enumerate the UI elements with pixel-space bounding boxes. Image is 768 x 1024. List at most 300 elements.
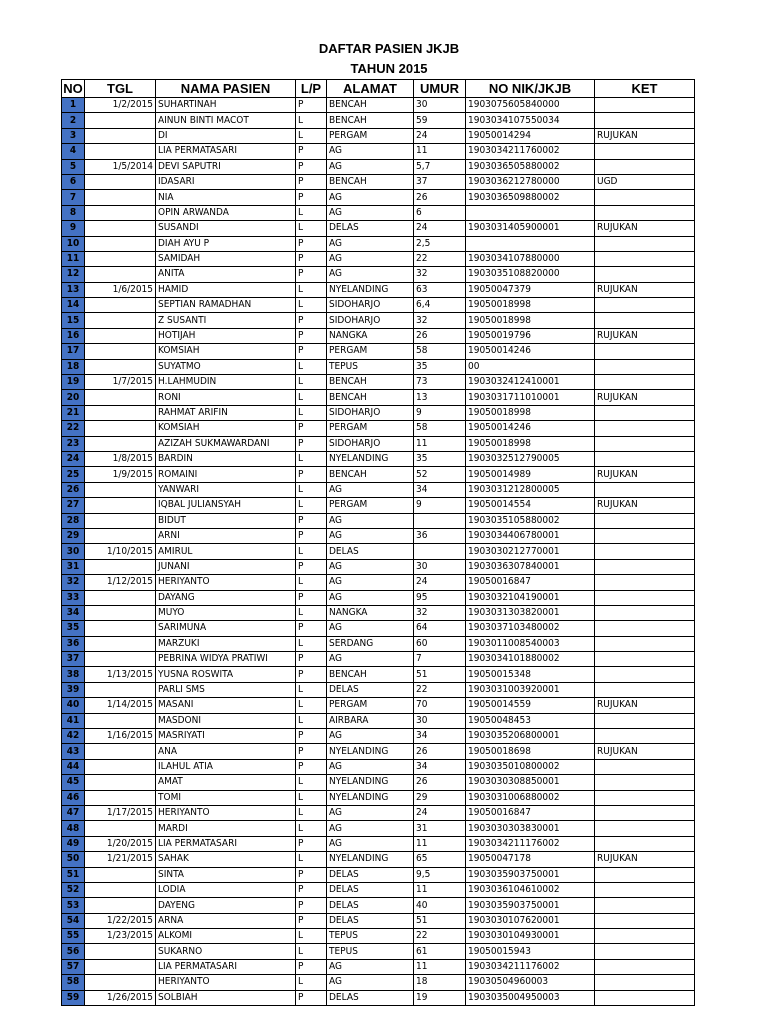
header-nik: NO NIK/JKJB <box>466 80 595 98</box>
date-cell: 1/8/2015 <box>85 451 156 466</box>
nik-cell: 1903035108820000 <box>466 267 595 282</box>
sex-cell: L <box>296 375 327 390</box>
age-cell: 51 <box>414 913 466 928</box>
date-cell <box>85 744 156 759</box>
nik-cell: 1903036212780000 <box>466 174 595 189</box>
address-cell: AG <box>327 513 414 528</box>
header-umur: UMUR <box>414 80 466 98</box>
nik-cell: 00 <box>466 359 595 374</box>
row-number: 41 <box>62 713 85 728</box>
note-cell <box>595 652 695 667</box>
patient-name-cell: MARDI <box>156 821 296 836</box>
age-cell: 35 <box>414 359 466 374</box>
sex-cell: P <box>296 236 327 251</box>
age-cell: 70 <box>414 698 466 713</box>
note-cell <box>595 913 695 928</box>
nik-cell: 1903032512790005 <box>466 451 595 466</box>
nik-cell <box>466 236 595 251</box>
patient-name-cell: DI <box>156 128 296 143</box>
table-row <box>62 621 695 636</box>
sex-cell: L <box>296 698 327 713</box>
table-row <box>62 421 695 436</box>
header-alamat: ALAMAT <box>327 80 414 98</box>
date-cell <box>85 113 156 128</box>
table-row <box>62 405 695 420</box>
table-row <box>62 867 695 882</box>
table-row <box>62 221 695 236</box>
sex-cell: P <box>296 436 327 451</box>
row-number: 44 <box>62 759 85 774</box>
patient-name-cell: ROMAINI <box>156 467 296 482</box>
date-cell: 1/17/2015 <box>85 805 156 820</box>
age-cell: 9 <box>414 498 466 513</box>
date-cell <box>85 390 156 405</box>
age-cell: 5,7 <box>414 159 466 174</box>
age-cell: 34 <box>414 759 466 774</box>
table-row <box>62 805 695 820</box>
nik-cell: 19050014246 <box>466 421 595 436</box>
table-row <box>62 267 695 282</box>
age-cell: 58 <box>414 421 466 436</box>
header-ket: KET <box>595 80 695 98</box>
patient-name-cell: PARLI SMS <box>156 682 296 697</box>
age-cell: 18 <box>414 975 466 990</box>
table-row <box>62 959 695 974</box>
address-cell: DELAS <box>327 867 414 882</box>
address-cell: BENCAH <box>327 174 414 189</box>
address-cell: BENCAH <box>327 375 414 390</box>
date-cell <box>85 713 156 728</box>
table-row <box>62 975 695 990</box>
row-number: 28 <box>62 513 85 528</box>
address-cell: BENCAH <box>327 113 414 128</box>
row-number: 3 <box>62 128 85 143</box>
address-cell: BENCAH <box>327 390 414 405</box>
patient-name-cell: YUSNA ROSWITA <box>156 667 296 682</box>
note-cell <box>595 821 695 836</box>
sex-cell: P <box>296 729 327 744</box>
date-cell <box>85 174 156 189</box>
patient-name-cell: YANWARI <box>156 482 296 497</box>
note-cell <box>595 975 695 990</box>
table-row <box>62 590 695 605</box>
patient-name-cell: PEBRINA WIDYA PRATIWI <box>156 652 296 667</box>
table-row <box>62 513 695 528</box>
sex-cell: P <box>296 759 327 774</box>
age-cell: 24 <box>414 128 466 143</box>
sex-cell: P <box>296 344 327 359</box>
row-number: 10 <box>62 236 85 251</box>
table-row <box>62 898 695 913</box>
date-cell <box>85 867 156 882</box>
sex-cell: L <box>296 282 327 297</box>
date-cell: 1/12/2015 <box>85 575 156 590</box>
date-cell <box>85 898 156 913</box>
patient-name-cell: KOMSIAH <box>156 344 296 359</box>
table-row <box>62 729 695 744</box>
nik-cell: 1903031006880002 <box>466 790 595 805</box>
address-cell: SERDANG <box>327 636 414 651</box>
age-cell: 40 <box>414 898 466 913</box>
nik-cell: 19050015943 <box>466 944 595 959</box>
nik-cell: 1903011008540003 <box>466 636 595 651</box>
age-cell: 60 <box>414 636 466 651</box>
nik-cell: 1903035004950003 <box>466 990 595 1005</box>
note-cell: RUJUKAN <box>595 221 695 236</box>
patient-name-cell: MUYO <box>156 605 296 620</box>
address-cell: SIDOHARJO <box>327 298 414 313</box>
address-cell: DELAS <box>327 682 414 697</box>
address-cell: NYELANDING <box>327 852 414 867</box>
note-cell <box>595 236 695 251</box>
age-cell: 22 <box>414 929 466 944</box>
nik-cell: 19050019796 <box>466 328 595 343</box>
note-cell <box>595 729 695 744</box>
row-number: 5 <box>62 159 85 174</box>
age-cell: 52 <box>414 467 466 482</box>
nik-cell: 1903032104190001 <box>466 590 595 605</box>
sex-cell: L <box>296 544 327 559</box>
address-cell: AG <box>327 805 414 820</box>
address-cell: NYELANDING <box>327 451 414 466</box>
note-cell <box>595 421 695 436</box>
patient-name-cell: HOTIJAH <box>156 328 296 343</box>
row-number: 2 <box>62 113 85 128</box>
patient-name-cell: HAMID <box>156 282 296 297</box>
nik-cell: 1903034406780001 <box>466 528 595 543</box>
date-cell: 1/23/2015 <box>85 929 156 944</box>
sex-cell: L <box>296 805 327 820</box>
address-cell: TEPUS <box>327 359 414 374</box>
row-number: 27 <box>62 498 85 513</box>
address-cell: AIRBARA <box>327 713 414 728</box>
note-cell: RUJUKAN <box>595 390 695 405</box>
date-cell: 1/9/2015 <box>85 467 156 482</box>
table-row <box>62 667 695 682</box>
nik-cell: 19050018998 <box>466 405 595 420</box>
sex-cell: L <box>296 575 327 590</box>
age-cell: 26 <box>414 190 466 205</box>
age-cell: 24 <box>414 575 466 590</box>
patient-name-cell: ILAHUL ATIA <box>156 759 296 774</box>
patient-name-cell: AMIRUL <box>156 544 296 559</box>
nik-cell: 19050015348 <box>466 667 595 682</box>
row-number: 56 <box>62 944 85 959</box>
sex-cell: P <box>296 590 327 605</box>
note-cell <box>595 267 695 282</box>
patient-name-cell: SAHAK <box>156 852 296 867</box>
sex-cell: L <box>296 498 327 513</box>
patient-name-cell: BARDIN <box>156 451 296 466</box>
nik-cell: 1903034211176002 <box>466 959 595 974</box>
sex-cell: P <box>296 328 327 343</box>
patient-name-cell: Z SUSANTI <box>156 313 296 328</box>
age-cell: 6 <box>414 205 466 220</box>
table-row <box>62 605 695 620</box>
date-cell: 1/14/2015 <box>85 698 156 713</box>
note-cell <box>595 513 695 528</box>
nik-cell: 1903036509880002 <box>466 190 595 205</box>
nik-cell: 1903036307840001 <box>466 559 595 574</box>
patient-name-cell: AMAT <box>156 775 296 790</box>
table-row <box>62 528 695 543</box>
patient-name-cell: H.LAHMUDIN <box>156 375 296 390</box>
address-cell: AG <box>327 821 414 836</box>
address-cell: DELAS <box>327 990 414 1005</box>
nik-cell: 19050018998 <box>466 313 595 328</box>
note-cell <box>595 159 695 174</box>
row-number: 9 <box>62 221 85 236</box>
row-number: 54 <box>62 913 85 928</box>
note-cell <box>595 882 695 897</box>
address-cell: AG <box>327 836 414 851</box>
sex-cell: P <box>296 174 327 189</box>
nik-cell: 19050014246 <box>466 344 595 359</box>
nik-cell: 19050047379 <box>466 282 595 297</box>
sex-cell: L <box>296 205 327 220</box>
sex-cell: L <box>296 482 327 497</box>
date-cell <box>85 267 156 282</box>
age-cell: 37 <box>414 174 466 189</box>
date-cell <box>85 436 156 451</box>
patient-name-cell: AINUN BINTI MACOT <box>156 113 296 128</box>
patient-name-cell: DEVI SAPUTRI <box>156 159 296 174</box>
header-no: NO <box>63 80 83 96</box>
patient-name-cell: HERIYANTO <box>156 805 296 820</box>
row-number: 57 <box>62 959 85 974</box>
date-cell: 1/6/2015 <box>85 282 156 297</box>
note-cell <box>595 113 695 128</box>
table-row <box>62 790 695 805</box>
date-cell <box>85 590 156 605</box>
note-cell <box>595 775 695 790</box>
note-cell <box>595 190 695 205</box>
date-cell: 1/26/2015 <box>85 990 156 1005</box>
date-cell <box>85 313 156 328</box>
nik-cell: 19050048453 <box>466 713 595 728</box>
note-cell: RUJUKAN <box>595 467 695 482</box>
row-number: 19 <box>62 375 85 390</box>
table-row <box>62 359 695 374</box>
nik-cell: 1903032412410001 <box>466 375 595 390</box>
date-cell <box>85 975 156 990</box>
table-row <box>62 113 695 128</box>
row-number: 48 <box>62 821 85 836</box>
note-cell <box>595 344 695 359</box>
nik-cell: 1903035206800001 <box>466 729 595 744</box>
table-row <box>62 144 695 159</box>
date-cell <box>85 482 156 497</box>
row-number: 37 <box>62 652 85 667</box>
table-row <box>62 498 695 513</box>
patient-name-cell: LIA PERMATASARI <box>156 836 296 851</box>
age-cell: 32 <box>414 267 466 282</box>
address-cell: AG <box>327 236 414 251</box>
header-lp: L/P <box>296 80 327 98</box>
sex-cell: P <box>296 190 327 205</box>
date-cell <box>85 405 156 420</box>
table-row <box>62 575 695 590</box>
address-cell: AG <box>327 267 414 282</box>
address-cell: AG <box>327 652 414 667</box>
note-cell <box>595 528 695 543</box>
date-cell <box>85 528 156 543</box>
sex-cell: L <box>296 790 327 805</box>
sex-cell: L <box>296 451 327 466</box>
nik-cell: 1903030308850001 <box>466 775 595 790</box>
row-number: 35 <box>62 621 85 636</box>
address-cell: DELAS <box>327 544 414 559</box>
row-number: 59 <box>62 990 85 1005</box>
patient-name-cell: SOLBIAH <box>156 990 296 1005</box>
row-number: 24 <box>62 451 85 466</box>
sex-cell: L <box>296 636 327 651</box>
nik-cell: 1903035903750001 <box>466 867 595 882</box>
nik-cell: 1903036104610002 <box>466 882 595 897</box>
table-row <box>62 482 695 497</box>
note-cell: RUJUKAN <box>595 282 695 297</box>
table-row <box>62 98 695 113</box>
note-cell: RUJUKAN <box>595 328 695 343</box>
row-number: 43 <box>62 744 85 759</box>
date-cell <box>85 190 156 205</box>
nik-cell <box>466 205 595 220</box>
patient-name-cell: SAMIDAH <box>156 251 296 266</box>
patient-name-cell: BIDUT <box>156 513 296 528</box>
sex-cell: P <box>296 144 327 159</box>
note-cell <box>595 575 695 590</box>
table-row <box>62 298 695 313</box>
address-cell: SIDOHARJO <box>327 405 414 420</box>
address-cell: AG <box>327 975 414 990</box>
table-row <box>62 159 695 174</box>
nik-cell: 19050016847 <box>466 805 595 820</box>
table-row <box>62 375 695 390</box>
note-cell <box>595 959 695 974</box>
patient-name-cell: IQBAL JULIANSYAH <box>156 498 296 513</box>
sex-cell: P <box>296 621 327 636</box>
row-number: 16 <box>62 328 85 343</box>
patient-name-cell: JUNANI <box>156 559 296 574</box>
sex-cell: P <box>296 251 327 266</box>
header-tgl: TGL <box>85 80 156 98</box>
sex-cell: L <box>296 298 327 313</box>
sex-cell: L <box>296 713 327 728</box>
age-cell: 36 <box>414 528 466 543</box>
sex-cell: P <box>296 836 327 851</box>
address-cell: AG <box>327 482 414 497</box>
date-cell <box>85 298 156 313</box>
date-cell <box>85 328 156 343</box>
note-cell <box>595 636 695 651</box>
note-cell <box>595 98 695 113</box>
sex-cell: P <box>296 990 327 1005</box>
sex-cell: L <box>296 390 327 405</box>
row-number: 6 <box>62 174 85 189</box>
note-cell <box>595 759 695 774</box>
patient-name-cell: ARNA <box>156 913 296 928</box>
address-cell: NYELANDING <box>327 282 414 297</box>
table-row <box>62 344 695 359</box>
address-cell: PERGAM <box>327 498 414 513</box>
row-number: 1 <box>62 98 85 113</box>
address-cell: DELAS <box>327 913 414 928</box>
row-number: 8 <box>62 205 85 220</box>
age-cell <box>414 513 466 528</box>
table-row <box>62 436 695 451</box>
date-cell: 1/5/2014 <box>85 159 156 174</box>
patient-name-cell: SUYATMO <box>156 359 296 374</box>
age-cell: 9 <box>414 405 466 420</box>
row-number: 47 <box>62 805 85 820</box>
note-cell: RUJUKAN <box>595 498 695 513</box>
patient-name-cell: LIA PERMATASARI <box>156 959 296 974</box>
sex-cell: L <box>296 682 327 697</box>
patient-name-cell: ARNI <box>156 528 296 543</box>
note-cell <box>595 144 695 159</box>
row-number: 7 <box>62 190 85 205</box>
nik-cell: 1903034107880000 <box>466 251 595 266</box>
row-number: 38 <box>62 667 85 682</box>
patient-name-cell: RONI <box>156 390 296 405</box>
header-row <box>62 80 695 98</box>
sex-cell: P <box>296 652 327 667</box>
date-cell <box>85 605 156 620</box>
age-cell: 2,5 <box>414 236 466 251</box>
row-number: 45 <box>62 775 85 790</box>
sex-cell: L <box>296 221 327 236</box>
patient-name-cell: NIA <box>156 190 296 205</box>
note-cell <box>595 898 695 913</box>
age-cell: 34 <box>414 729 466 744</box>
row-number: 30 <box>62 544 85 559</box>
row-number: 58 <box>62 975 85 990</box>
address-cell: AG <box>327 729 414 744</box>
date-cell <box>85 775 156 790</box>
note-cell <box>595 667 695 682</box>
note-cell <box>595 251 695 266</box>
sex-cell: L <box>296 775 327 790</box>
sex-cell: L <box>296 852 327 867</box>
table-row <box>62 467 695 482</box>
row-number: 4 <box>62 144 85 159</box>
note-cell: RUJUKAN <box>595 128 695 143</box>
patient-name-cell: MASRIYATI <box>156 729 296 744</box>
address-cell: DELAS <box>327 221 414 236</box>
age-cell: 26 <box>414 775 466 790</box>
sex-cell: P <box>296 959 327 974</box>
note-cell <box>595 929 695 944</box>
age-cell: 24 <box>414 221 466 236</box>
row-number: 50 <box>62 852 85 867</box>
date-cell <box>85 882 156 897</box>
date-cell <box>85 652 156 667</box>
patient-name-cell: ALKOMI <box>156 929 296 944</box>
table-row <box>62 852 695 867</box>
address-cell: AG <box>327 559 414 574</box>
row-number: 14 <box>62 298 85 313</box>
row-number: 25 <box>62 467 85 482</box>
patient-name-cell: KOMSIAH <box>156 421 296 436</box>
address-cell: AG <box>327 759 414 774</box>
age-cell: 9,5 <box>414 867 466 882</box>
sex-cell: L <box>296 405 327 420</box>
nik-cell: 1903075605840000 <box>466 98 595 113</box>
note-cell <box>595 682 695 697</box>
age-cell: 51 <box>414 667 466 682</box>
table-row <box>62 944 695 959</box>
address-cell: DELAS <box>327 882 414 897</box>
